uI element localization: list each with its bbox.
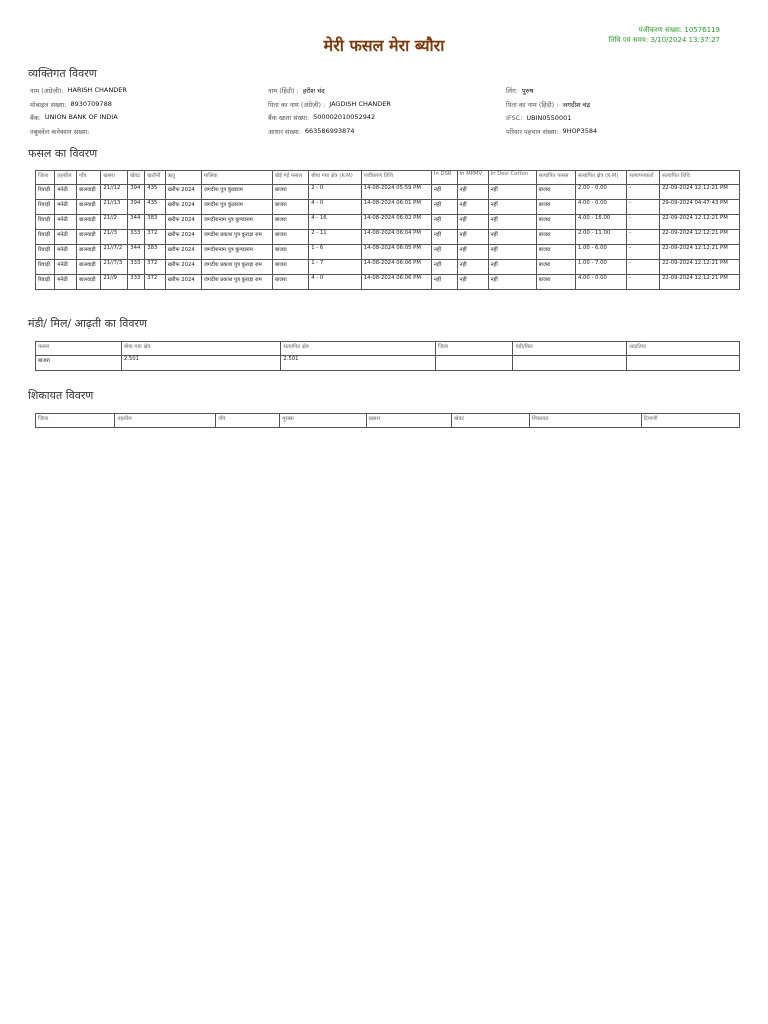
field-value: 8930709788	[70, 99, 112, 108]
table-cell: नहीं	[457, 200, 488, 215]
table-cell: खरीफ 2024	[165, 200, 201, 215]
column-header: खसरा	[101, 171, 128, 185]
column-header: जिला	[36, 414, 115, 428]
personal-info-field	[30, 113, 268, 122]
table-cell: नहीं	[457, 245, 488, 260]
table-cell: 14-08-2024 06:06 PM	[361, 275, 431, 290]
table-cell: बाजरा	[536, 260, 575, 275]
table-cell: 372	[145, 275, 165, 290]
table-cell: 14-08-2024 05:59 PM	[361, 185, 431, 200]
mandi-table-header	[36, 342, 740, 356]
column-header: सत्यापनकर्ता	[627, 171, 660, 185]
column-header: In DSR	[431, 171, 457, 185]
table-cell: 21//12	[101, 185, 128, 200]
registration-number-label: पंजीकरण संख्या:	[638, 26, 683, 34]
table-cell: 14-08-2024 06:04 PM	[361, 230, 431, 245]
table-cell: नहीं	[431, 230, 457, 245]
table-cell: 22-09-2024 12:12:21 PM	[660, 230, 740, 245]
table-cell: 21//2	[101, 215, 128, 230]
table-cell: बाजरा	[272, 275, 308, 290]
crop-table-header	[36, 171, 740, 185]
field-label: IFSC:	[506, 113, 523, 122]
crop-details-heading: फसल का विवरण	[28, 147, 98, 160]
column-header: गाँव	[216, 414, 280, 428]
table-cell: -	[627, 275, 660, 290]
personal-info-field	[506, 86, 533, 95]
table-cell: बालवाड़ी	[77, 200, 101, 215]
personal-info-field	[506, 100, 590, 109]
table-row	[36, 260, 740, 275]
personal-info-field	[268, 113, 506, 122]
table-cell: -	[627, 230, 660, 245]
table-cell: 22-09-2024 12:12:21 PM	[660, 275, 740, 290]
table-cell: 435	[145, 185, 165, 200]
table-cell: 21//9	[101, 275, 128, 290]
table-cell: 344	[128, 215, 145, 230]
personal-info-field	[268, 86, 506, 95]
table-cell: 383	[145, 245, 165, 260]
table-row	[36, 245, 740, 260]
crop-details-table	[35, 170, 740, 290]
table-cell: नहीं	[457, 275, 488, 290]
personal-info-field	[506, 114, 571, 122]
table-cell: नहीं	[457, 230, 488, 245]
table-cell: बाजरा	[272, 185, 308, 200]
table-cell: 4 - 0	[309, 275, 362, 290]
personal-info-row	[30, 125, 740, 139]
column-header: मुरब्बा	[280, 414, 366, 428]
column-header: जिला	[36, 171, 55, 185]
table-cell: रिवाड़ी	[36, 245, 55, 260]
table-cell: -	[627, 185, 660, 200]
complaint-table-header	[36, 414, 740, 428]
table-cell: -	[627, 245, 660, 260]
column-header: गाँव	[77, 171, 101, 185]
table-cell: 1.00 - 7.00	[575, 260, 626, 275]
table-cell: नहीं	[488, 200, 536, 215]
field-value: जगदीश चंद्र	[562, 100, 591, 109]
table-cell: 29-09-2024 04:47:43 PM	[660, 200, 740, 215]
table-cell: 21//13	[101, 200, 128, 215]
column-header: सत्यापित क्षेत्र	[281, 342, 436, 356]
column-header: तहसील	[55, 171, 77, 185]
field-label: पिता का नाम (अंग्रेज़ी) :	[268, 100, 326, 109]
column-header: सत्यापित क्षेत्र (K-M)	[575, 171, 626, 185]
table-cell: बालवाड़ी	[77, 185, 101, 200]
table-cell: जगदीश पुत्र कुंडाराम	[201, 200, 272, 215]
table-cell: बाजरा	[536, 200, 575, 215]
table-cell: खरीफ 2024	[165, 230, 201, 245]
column-header: टिप्पणी	[641, 414, 739, 428]
table-cell: बालवाड़ी	[77, 230, 101, 245]
table-cell	[626, 356, 739, 371]
table-cell: 333	[128, 230, 145, 245]
table-cell: 333	[128, 260, 145, 275]
table-cell: नहीं	[457, 185, 488, 200]
personal-info-field	[30, 86, 268, 95]
column-header: सत्यापित फसल	[536, 171, 575, 185]
table-cell: खरीफ 2024	[165, 245, 201, 260]
table-cell: खरीफ 2024	[165, 215, 201, 230]
table-cell: -	[627, 215, 660, 230]
table-cell: नहीं	[488, 260, 536, 275]
table-cell: नहीं	[488, 230, 536, 245]
field-label: आधार संख्या:	[268, 127, 301, 136]
table-cell: 14-08-2024 06:01 PM	[361, 200, 431, 215]
table-cell: 372	[145, 260, 165, 275]
table-cell: बाजरा	[272, 200, 308, 215]
table-cell: 1.00 - 6.00	[575, 245, 626, 260]
table-cell: मनेठी	[55, 215, 77, 230]
table-cell: बाजरा	[272, 260, 308, 275]
table-cell: 22-09-2024 12:12:21 PM	[660, 215, 740, 230]
table-cell: 383	[145, 215, 165, 230]
column-header: ऋतु	[165, 171, 201, 185]
table-cell: बाजरा	[536, 185, 575, 200]
table-cell	[513, 356, 626, 371]
table-cell: नहीं	[431, 260, 457, 275]
table-cell: बाजरा	[272, 215, 308, 230]
field-label: लिंग:	[506, 87, 518, 96]
registration-datetime-label: तिथि एवं समय:	[608, 36, 649, 44]
table-cell: नहीं	[488, 245, 536, 260]
table-cell: रिवाड़ी	[36, 260, 55, 275]
table-cell: 4 - 0	[309, 200, 362, 215]
table-cell: बालवाड़ी	[77, 260, 101, 275]
table-cell: 2 - 0	[309, 185, 362, 200]
column-header: तहसील	[115, 414, 216, 428]
registration-datetime-value: 3/10/2024 13:37:27	[650, 36, 720, 44]
table-cell: 435	[145, 200, 165, 215]
table-cell: रिवाड़ी	[36, 185, 55, 200]
table-cell	[435, 356, 513, 371]
table-cell: खरीफ 2024	[165, 185, 201, 200]
table-cell: 4.00 - 16.00	[575, 215, 626, 230]
table-cell: नहीं	[431, 185, 457, 200]
table-cell: बाजरा	[272, 245, 308, 260]
field-label: नाम (हिंदी) :	[268, 87, 299, 96]
table-row	[36, 200, 740, 215]
table-cell: 394	[128, 200, 145, 215]
table-row	[36, 275, 740, 290]
column-header: सत्यापित तिथि	[660, 171, 740, 185]
table-cell: रिवाड़ी	[36, 230, 55, 245]
column-header: आढ़तिया	[626, 342, 739, 356]
table-cell: मनेठी	[55, 185, 77, 200]
field-value: UBIN0550001	[526, 113, 572, 122]
table-cell: मनेठी	[55, 245, 77, 260]
table-cell: नहीं	[488, 185, 536, 200]
personal-info-field	[30, 127, 268, 136]
column-header: पंजीकरण तिथि	[361, 171, 431, 185]
table-cell: बाजरा	[536, 275, 575, 290]
complaint-details-heading: शिकायत विवरण	[28, 389, 94, 402]
table-cell: नहीं	[431, 215, 457, 230]
field-label: नाम (अंग्रेज़ी):	[30, 87, 64, 96]
table-cell: नहीं	[431, 200, 457, 215]
table-cell: 2.501	[121, 356, 281, 371]
column-header: खतौनी	[145, 171, 165, 185]
field-value: UNION BANK OF INDIA	[44, 113, 118, 122]
table-cell: जगदीशनाम पुत्र कुण्डाराम	[201, 245, 272, 260]
table-cell: बालवाड़ी	[77, 245, 101, 260]
complaint-details-table	[35, 413, 740, 428]
table-cell: 1 - 7	[309, 260, 362, 275]
table-cell: मनेठी	[55, 260, 77, 275]
field-label: बैंक:	[30, 114, 41, 123]
field-value: 9HOP3584	[562, 126, 598, 135]
column-header: मालिक	[201, 171, 272, 185]
table-cell: नहीं	[457, 260, 488, 275]
column-header: बोई गई फसल	[272, 171, 308, 185]
field-value: HARISH CHANDER	[67, 86, 127, 95]
table-cell: 14-08-2024 06:02 PM	[361, 215, 431, 230]
table-cell: बाजरा	[36, 356, 122, 371]
field-label: परिवार पहचान संख्या:	[506, 127, 559, 136]
table-cell: खरीफ 2024	[165, 260, 201, 275]
table-cell: बाजरा	[536, 245, 575, 260]
table-cell: -	[627, 260, 660, 275]
table-row	[36, 230, 740, 245]
table-cell: बालवाड़ी	[77, 215, 101, 230]
personal-info-field	[268, 100, 506, 109]
table-cell: 14-08-2024 06:05 PM	[361, 245, 431, 260]
table-row	[36, 356, 740, 371]
table-cell: 2.501	[281, 356, 436, 371]
table-cell: नहीं	[457, 215, 488, 230]
personal-details-heading: व्यक्तिगत विवरण	[28, 67, 97, 80]
field-value: JAGDISH CHANDER	[329, 99, 391, 108]
table-cell: 4.00 - 0.00	[575, 275, 626, 290]
page-title: मेरी फसल मेरा ब्यौरा	[323, 36, 445, 55]
table-row	[36, 215, 740, 230]
column-header: जिला	[435, 342, 513, 356]
table-cell: 2 - 11	[309, 230, 362, 245]
table-cell: 21//3	[101, 230, 128, 245]
table-cell: 1 - 6	[309, 245, 362, 260]
personal-info-field	[30, 100, 268, 109]
table-cell: रिवाड़ी	[36, 215, 55, 230]
personal-info-field	[268, 127, 506, 136]
table-cell: जगदीश पुत्र कुंडाराम	[201, 185, 272, 200]
column-header: मंडी/मिल	[513, 342, 626, 356]
table-cell: बालवाड़ी	[77, 275, 101, 290]
table-cell: जगदीश प्रकाश पुत्र कुराड़ा राम	[201, 230, 272, 245]
column-header: खेवट	[128, 171, 145, 185]
table-cell: 2.00 - 11.00	[575, 230, 626, 245]
column-header: खसरा	[366, 414, 452, 428]
column-header: बोया गया क्षेत्र	[121, 342, 281, 356]
field-value: पुरुष	[521, 87, 534, 96]
table-cell: मनेठी	[55, 200, 77, 215]
table-cell: 21//7/2	[101, 245, 128, 260]
table-cell: बाजरा	[536, 230, 575, 245]
field-value: हरीश चंद	[302, 87, 325, 96]
table-cell: रिवाड़ी	[36, 200, 55, 215]
field-value: 663586993874	[304, 126, 355, 135]
table-cell: 4.00 - 0.00	[575, 200, 626, 215]
table-cell: रिवाड़ी	[36, 275, 55, 290]
personal-details	[30, 84, 740, 138]
column-header: शिकायत	[529, 414, 641, 428]
table-cell: 372	[145, 230, 165, 245]
field-label: मोबाइल संख्या:	[30, 100, 67, 109]
table-cell: 344	[128, 245, 145, 260]
table-cell: 333	[128, 275, 145, 290]
table-cell: 22-09-2024 12:12:21 PM	[660, 245, 740, 260]
table-cell: खरीफ 2024	[165, 275, 201, 290]
personal-info-row	[30, 111, 740, 125]
personal-info-row	[30, 98, 740, 112]
column-header: खेवट	[452, 414, 530, 428]
registration-number-value: 10576119	[684, 26, 720, 34]
field-label: तबूबवेल कनेक्शन संख्या:	[30, 127, 90, 136]
column-header: In MPMV	[457, 171, 488, 185]
table-cell: नहीं	[431, 275, 457, 290]
table-cell: 22-09-2024 12:12:21 PM	[660, 260, 740, 275]
table-cell: नहीं	[431, 245, 457, 260]
mandi-details-table	[35, 341, 740, 371]
table-cell: मनेठी	[55, 275, 77, 290]
table-cell: जगदीशनाम पुत्र कुण्डाराम	[201, 215, 272, 230]
table-cell: 21//7/3	[101, 260, 128, 275]
personal-info-row	[30, 84, 740, 98]
personal-info-field	[506, 127, 597, 136]
column-header: In Desi Cotton	[488, 171, 536, 185]
table-cell: 2.00 - 0.00	[575, 185, 626, 200]
table-cell: नहीं	[488, 215, 536, 230]
table-cell: नहीं	[488, 275, 536, 290]
mandi-details-heading: मंडी/ मिल/ आढ़ती का विवरण	[28, 317, 147, 330]
table-cell: बाजरा	[536, 215, 575, 230]
table-cell: मनेठी	[55, 230, 77, 245]
table-cell: 394	[128, 185, 145, 200]
field-label: पिता का नाम (हिंदी) :	[506, 100, 559, 109]
table-cell: 22-09-2024 12:12:21 PM	[660, 185, 740, 200]
field-label: बैंक खाता संख्या:	[268, 114, 310, 123]
table-cell: जगदीश प्रकाश पुत्र कुराड़ा राम	[201, 260, 272, 275]
table-cell: -	[627, 200, 660, 215]
table-row	[36, 185, 740, 200]
column-header: बोया गया क्षेत्र (K-M)	[309, 171, 362, 185]
table-cell: 14-08-2024 06:06 PM	[361, 260, 431, 275]
column-header: फसल	[36, 342, 122, 356]
field-value: 500002010052942	[313, 113, 376, 122]
table-cell: जगदीश प्रकाश पुत्र कुराड़ा राम	[201, 275, 272, 290]
table-cell: बाजरा	[272, 230, 308, 245]
table-cell: 4 - 16	[309, 215, 362, 230]
